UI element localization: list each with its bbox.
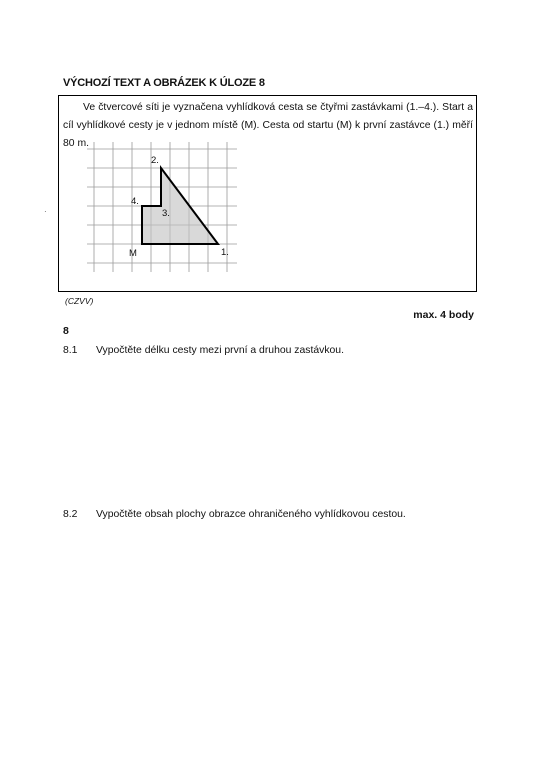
intro-text: Ve čtvercové síti je vyznačena vyhlídková cesta se čtyřmi zastávkami (1.–4.). Start a cíl vyhlídkové cesty je v jednom místě (M). Cesta od startu (M) k první zastávce (1.) měří 80 m.: [63, 102, 473, 149]
stop-4-label: 4.: [131, 196, 139, 207]
start-label: M: [129, 248, 137, 259]
subtask-text: Vypočtěte obsah plochy obrazce ohraničeného vyhlídkovou cestou.: [96, 509, 406, 520]
source-note: (CZVV): [65, 296, 94, 306]
task-number: 8: [63, 325, 69, 337]
intro-box: [58, 95, 477, 292]
grid-figure: [87, 142, 237, 277]
stop-3-label: 3.: [162, 208, 170, 219]
stop-2-label: 2.: [151, 155, 159, 166]
stop-1-label: 1.: [221, 247, 229, 258]
section-heading: VÝCHOZÍ TEXT A OBRÁZEK K ÚLOZE 8: [63, 77, 265, 89]
max-points: max. 4 body: [413, 309, 474, 321]
margin-dot: ·: [44, 207, 47, 216]
subtask-number: 8.1: [63, 345, 78, 356]
subtask-number: 8.2: [63, 509, 78, 520]
subtask-text: Vypočtěte délku cesty mezi první a druhou zastávkou.: [96, 345, 344, 356]
